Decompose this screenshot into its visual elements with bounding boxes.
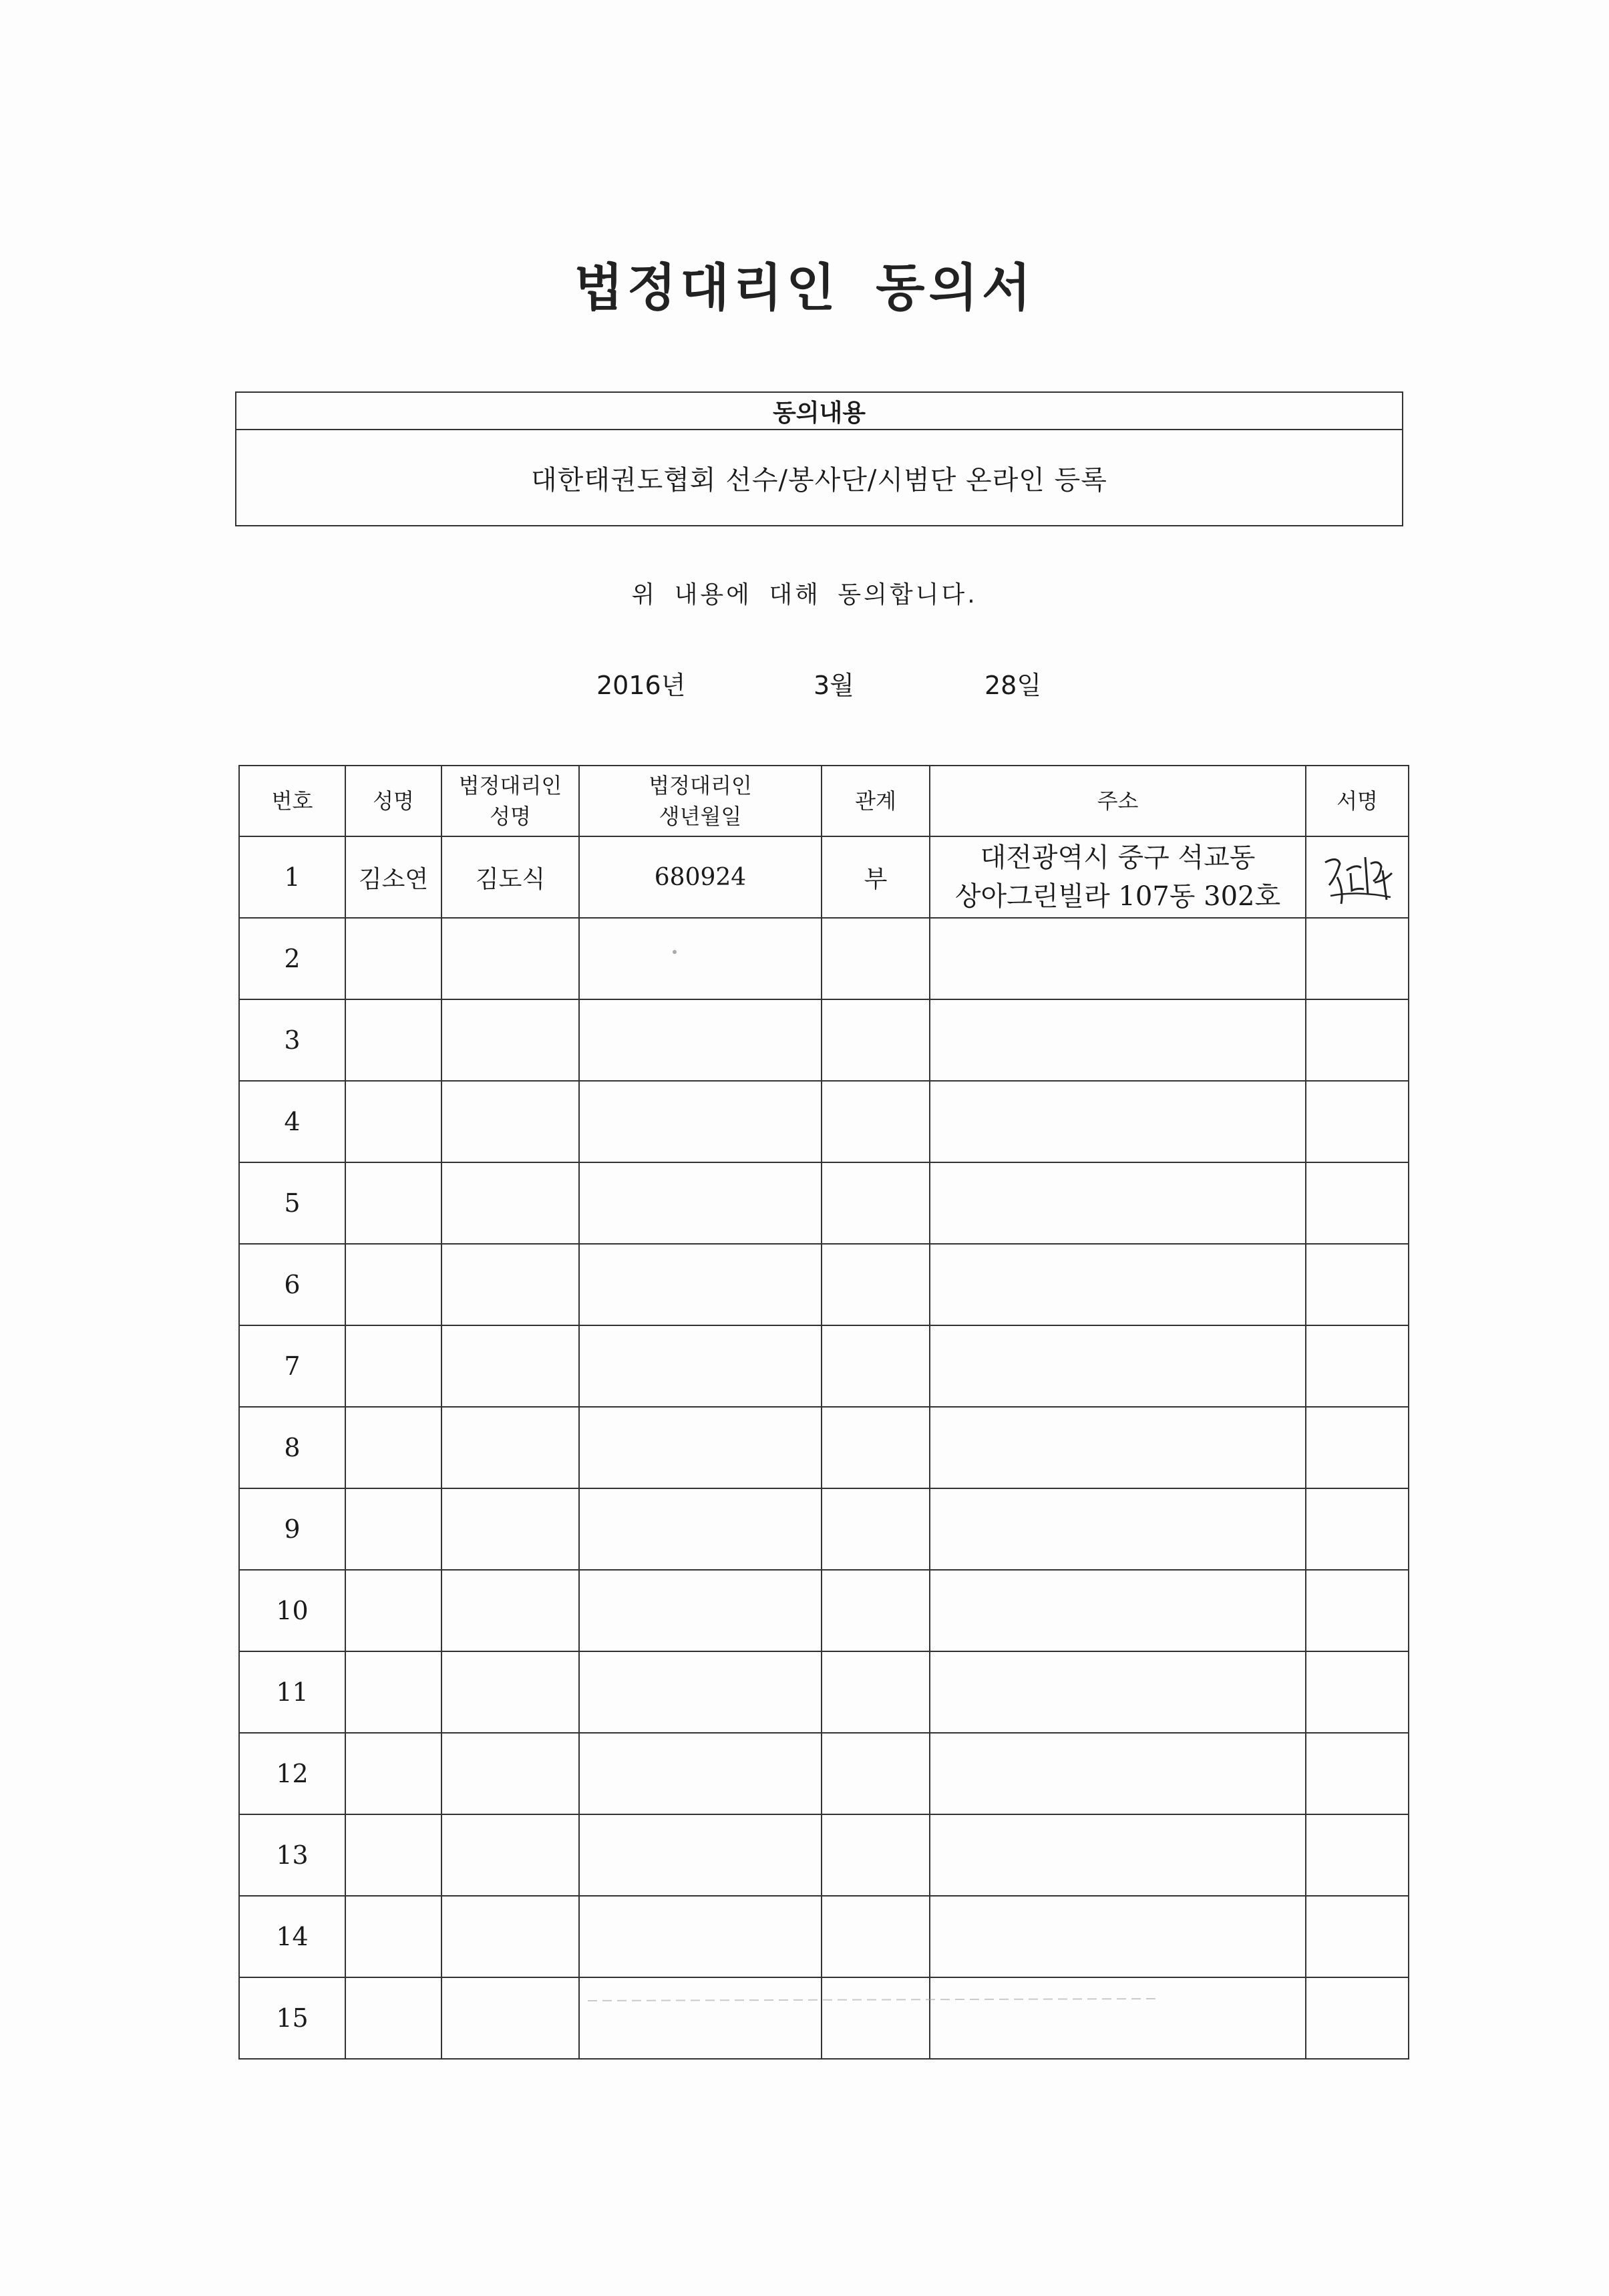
- cell-guardian-name: [441, 1896, 579, 1977]
- table-row: [239, 918, 1409, 999]
- cell-guardian-birth: [579, 999, 822, 1081]
- cell-address: [930, 1733, 1306, 1814]
- cell-name: [345, 999, 441, 1081]
- cell-guardian-birth: [579, 1570, 822, 1651]
- date-month: 3월: [814, 671, 854, 700]
- cell-relation: [822, 1244, 930, 1325]
- cell-name: [345, 1733, 441, 1814]
- cell-signature: [1306, 1651, 1409, 1733]
- cell-address: [930, 836, 1306, 918]
- cell-no: 13: [239, 1814, 345, 1896]
- cell-signature: [1306, 1407, 1409, 1488]
- cell-guardian-name: [441, 1651, 579, 1733]
- header-address: 주소: [930, 766, 1306, 836]
- cell-address: [930, 918, 1306, 999]
- table-row: [239, 836, 1409, 918]
- cell-relation: [822, 1570, 930, 1651]
- cell-relation: [822, 1651, 930, 1733]
- cell-address: [930, 1244, 1306, 1325]
- table-row: [239, 1325, 1409, 1407]
- cell-guardian-birth: [579, 918, 822, 999]
- table-row: [239, 1407, 1409, 1488]
- table-row: [239, 1570, 1409, 1651]
- cell-name: [345, 1244, 441, 1325]
- cell-no: 6: [239, 1244, 345, 1325]
- cell-no: 9: [239, 1488, 345, 1570]
- table-row: [239, 1081, 1409, 1162]
- address-line-1: 대전광역시 중구 석교동: [980, 842, 1256, 873]
- cell-guardian-birth: [579, 1814, 822, 1896]
- cell-address: [930, 1488, 1306, 1570]
- cell-guardian-birth: [579, 1407, 822, 1488]
- cell-no: 4: [239, 1081, 345, 1162]
- cell-relation: 부: [822, 836, 930, 918]
- cell-signature: [1306, 1733, 1409, 1814]
- cell-guardian-birth: 680924: [579, 836, 822, 918]
- cell-address: [930, 1814, 1306, 1896]
- cell-address: [930, 999, 1306, 1081]
- cell-guardian-birth: [579, 1896, 822, 1977]
- cell-address: [930, 1162, 1306, 1244]
- cell-name: [345, 1814, 441, 1896]
- cell-guardian-name: [441, 1407, 579, 1488]
- cell-no: 5: [239, 1162, 345, 1244]
- cell-relation: [822, 1814, 930, 1896]
- header-no: 번호: [239, 766, 345, 836]
- address-line-2: 상아그린빌라 107동 302호: [954, 881, 1281, 912]
- cell-relation: [822, 1733, 930, 1814]
- cell-guardian-name: [441, 1162, 579, 1244]
- cell-name: [345, 1977, 441, 2059]
- cell-relation: [822, 1162, 930, 1244]
- cell-guardian-name: [441, 1244, 579, 1325]
- cell-signature: [1306, 1570, 1409, 1651]
- table-row: [239, 1977, 1409, 2059]
- cell-signature: [1306, 1814, 1409, 1896]
- cell-signature: [1306, 1896, 1409, 1977]
- cell-no: 7: [239, 1325, 345, 1407]
- cell-signature: [1306, 1488, 1409, 1570]
- cell-no: 1: [239, 836, 345, 918]
- cell-relation: [822, 999, 930, 1081]
- cell-guardian-birth: [579, 1244, 822, 1325]
- header-guardian-name-text: 법정대리인 성명: [458, 772, 562, 829]
- agreement-statement: 위 내용에 대해 동의합니다.: [631, 581, 978, 609]
- cell-no: 12: [239, 1733, 345, 1814]
- cell-signature: [1306, 1325, 1409, 1407]
- cell-guardian-birth: [579, 1651, 822, 1733]
- cell-guardian-name: 김도식: [441, 836, 579, 918]
- cell-address: [930, 1325, 1306, 1407]
- consent-box: [235, 391, 1403, 526]
- consent-content: 대한태권도협회 선수/봉사단/시범단 온라인 등록: [531, 464, 1107, 496]
- table-row: [239, 1488, 1409, 1570]
- cell-guardian-name: [441, 1081, 579, 1162]
- table-row: [239, 1244, 1409, 1325]
- cell-guardian-name: [441, 1977, 579, 2059]
- cell-name: [345, 1896, 441, 1977]
- header-guardian-name: [441, 766, 579, 836]
- cell-name: [345, 1488, 441, 1570]
- header-name: 성명: [345, 766, 441, 836]
- date-day: 28일: [985, 671, 1042, 700]
- cell-guardian-birth: [579, 1488, 822, 1570]
- cell-address: [930, 1977, 1306, 2059]
- cell-guardian-birth: [579, 1733, 822, 1814]
- table-body: [239, 836, 1409, 2059]
- cell-name: [345, 1162, 441, 1244]
- cell-name: [345, 1651, 441, 1733]
- cell-no: 8: [239, 1407, 345, 1488]
- cell-guardian-birth: [579, 1081, 822, 1162]
- cell-relation: [822, 1407, 930, 1488]
- cell-relation: [822, 918, 930, 999]
- cell-name: [345, 918, 441, 999]
- cell-guardian-name: [441, 1814, 579, 1896]
- table-header-row: [239, 766, 1409, 836]
- cell-signature: [1306, 1977, 1409, 2059]
- cell-guardian-name: [441, 918, 579, 999]
- cell-signature: [1306, 836, 1409, 918]
- cell-no: 15: [239, 1977, 345, 2059]
- table-row: [239, 1162, 1409, 1244]
- header-relation: 관계: [822, 766, 930, 836]
- table-row: [239, 1733, 1409, 1814]
- handwritten-signature: [1317, 844, 1397, 911]
- cell-name: [345, 1081, 441, 1162]
- cell-signature: [1306, 1162, 1409, 1244]
- cell-guardian-name: [441, 1570, 579, 1651]
- cell-address: [930, 1651, 1306, 1733]
- cell-no: 14: [239, 1896, 345, 1977]
- header-guardian-birth-text: 법정대리인 생년월일: [649, 772, 752, 829]
- cell-relation: [822, 1081, 930, 1162]
- cell-relation: [822, 1488, 930, 1570]
- cell-guardian-name: [441, 1488, 579, 1570]
- cell-no: 11: [239, 1651, 345, 1733]
- cell-relation: [822, 1896, 930, 1977]
- cell-relation: [822, 1977, 930, 2059]
- cell-relation: [822, 1325, 930, 1407]
- cell-name: [345, 1570, 441, 1651]
- cell-address: [930, 1081, 1306, 1162]
- consent-header: 동의내용: [236, 393, 1402, 430]
- cell-no: 2: [239, 918, 345, 999]
- cell-signature: [1306, 999, 1409, 1081]
- registration-table: [238, 765, 1409, 2060]
- cell-guardian-birth: [579, 1325, 822, 1407]
- cell-address: [930, 1896, 1306, 1977]
- table-row: [239, 1896, 1409, 1977]
- cell-signature: [1306, 1081, 1409, 1162]
- cell-guardian-name: [441, 1733, 579, 1814]
- cell-signature: [1306, 1244, 1409, 1325]
- cell-signature: [1306, 918, 1409, 999]
- document-title: 법정대리인 동의서: [574, 258, 1035, 317]
- cell-guardian-name: [441, 999, 579, 1081]
- cell-name: [345, 1407, 441, 1488]
- cell-no: 10: [239, 1570, 345, 1651]
- cell-guardian-birth: [579, 1977, 822, 2059]
- cell-address: [930, 1407, 1306, 1488]
- date-year: 2016년: [596, 671, 686, 700]
- cell-name: 김소연: [345, 836, 441, 918]
- cell-no: 3: [239, 999, 345, 1081]
- cell-address: [930, 1570, 1306, 1651]
- cell-guardian-birth: [579, 1162, 822, 1244]
- header-signature: 서명: [1306, 766, 1409, 836]
- table-row: [239, 1651, 1409, 1733]
- cell-guardian-name: [441, 1325, 579, 1407]
- cell-name: [345, 1325, 441, 1407]
- table-row: [239, 1814, 1409, 1896]
- header-guardian-birth: [579, 766, 822, 836]
- table-row: [239, 999, 1409, 1081]
